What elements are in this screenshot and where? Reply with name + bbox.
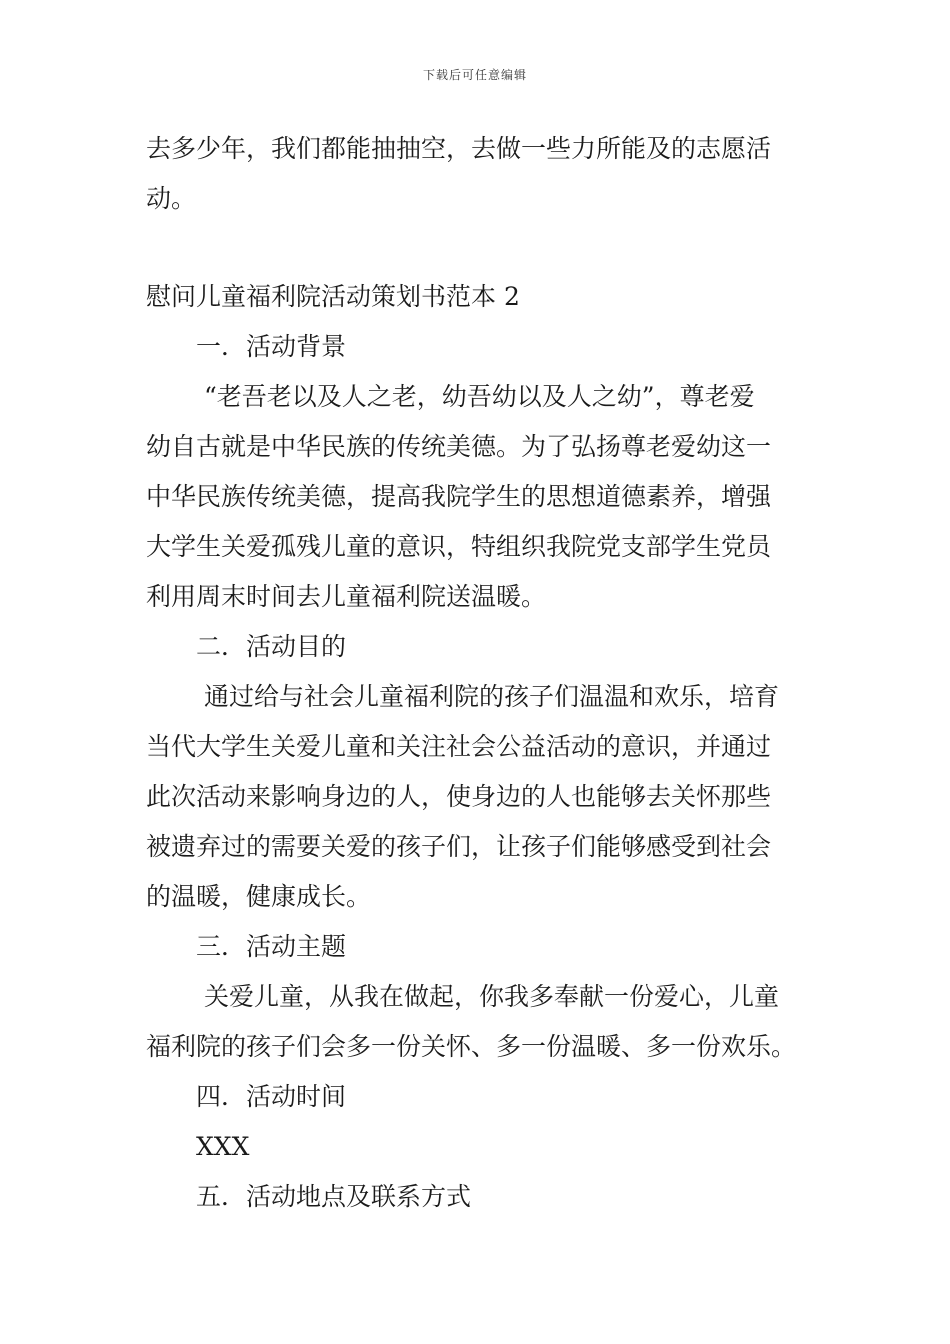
section-heading-background: 一．活动背景 xyxy=(196,332,347,361)
section4-value: XXX xyxy=(196,1132,250,1161)
section-heading-purpose: 二．活动目的 xyxy=(196,632,347,661)
section2-line-4: 被遗弃过的需要关爱的孩子们，让孩子们能够感受到社会 xyxy=(146,832,772,861)
section1-line-2: 幼自古就是中华民族的传统美德。为了弘扬尊老爱幼这一 xyxy=(146,432,772,461)
section-heading-location: 五．活动地点及联系方式 xyxy=(196,1182,472,1211)
section3-line-1: 关爱儿童，从我在做起，你我多奉献一份爱心，儿童 xyxy=(204,982,780,1011)
section1-line-3: 中华民族传统美德，提高我院学生的思想道德素养，增强 xyxy=(146,482,772,511)
intro-line-2: 动。 xyxy=(146,184,197,213)
section1-line-4: 大学生关爱孤残儿童的意识，特组织我院党支部学生党员 xyxy=(146,532,772,561)
document-title: 慰问儿童福利院活动策划书范本 2 xyxy=(146,282,520,311)
section1-line-1: “老吾老以及人之老，幼吾幼以及人之幼”，尊老爱 xyxy=(204,382,755,411)
section2-line-5: 的温暖，健康成长。 xyxy=(146,882,372,911)
section1-line-5: 利用周末时间去儿童福利院送温暖。 xyxy=(146,582,547,611)
section-heading-theme: 三．活动主题 xyxy=(196,932,347,961)
section-heading-time: 四．活动时间 xyxy=(196,1082,347,1111)
section2-line-3: 此次活动来影响身边的人，使身边的人也能够去关怀那些 xyxy=(146,782,772,811)
section3-line-2: 福利院的孩子们会多一份关怀、多一份温暖、多一份欢乐。 xyxy=(146,1032,797,1061)
section2-line-1: 通过给与社会儿童福利院的孩子们温温和欢乐，培育 xyxy=(204,682,780,711)
page-header: 下载后可任意编辑 xyxy=(422,68,527,82)
paragraph-gap xyxy=(146,224,816,272)
document-body xyxy=(146,124,816,1222)
intro-line-1: 去多少年，我们都能抽抽空，去做一些力所能及的志愿活 xyxy=(146,134,772,163)
section2-line-2: 当代大学生关爱儿童和关注社会公益活动的意识，并通过 xyxy=(146,732,772,761)
